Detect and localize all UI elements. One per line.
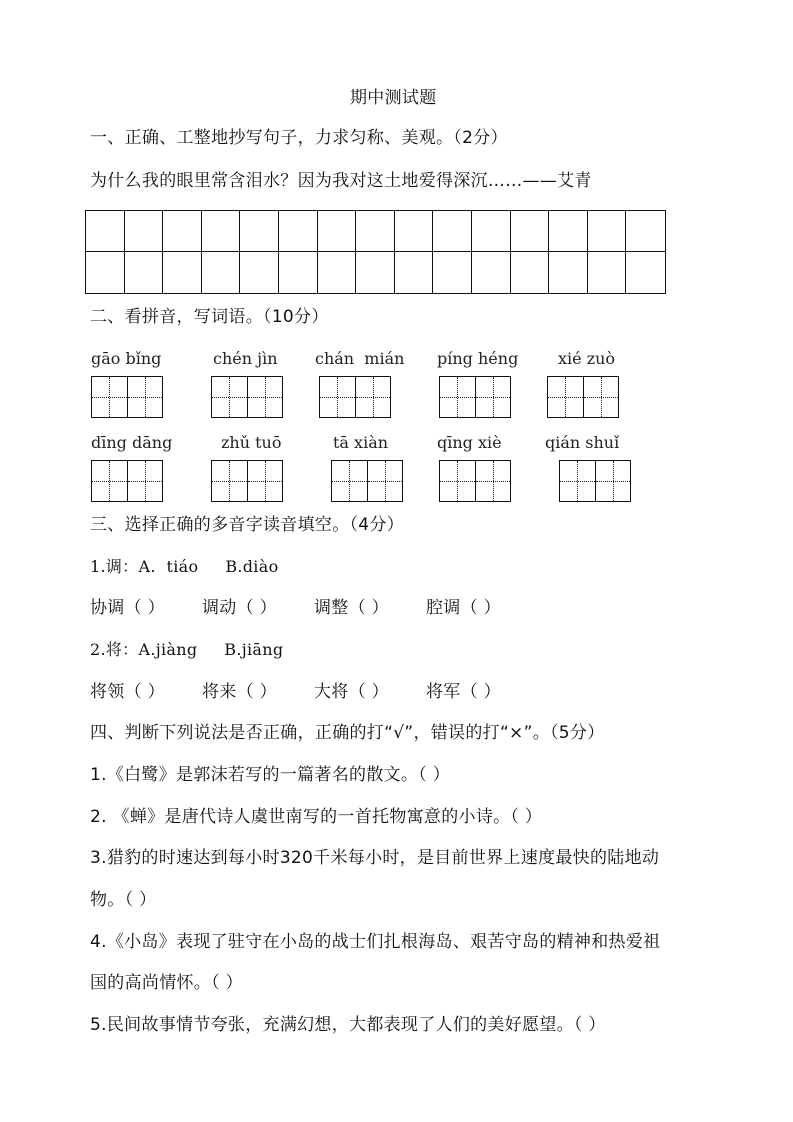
grid-cell[interactable]	[356, 252, 395, 293]
pinyin-label: xié zuò	[558, 349, 616, 368]
grid-cell[interactable]	[318, 211, 357, 252]
pinyin-label: qián shuǐ	[545, 433, 620, 452]
q1-word-blank[interactable]: 协调（ ）	[90, 598, 165, 618]
judgement-item: 3.猎豹的时速达到每小时320千米每小时，是目前世界上速度最快的陆地动	[90, 848, 660, 868]
section1-sentence: 为什么我的眼里常含泪水？因为我对这土地爱得深沉……——艾青	[90, 171, 592, 191]
judgement-item[interactable]: 5.民间故事情节夸张，充满幻想，大都表现了人们的美好愿望。（ ）	[90, 1015, 606, 1035]
grid-cell[interactable]	[86, 211, 125, 252]
grid-cell[interactable]	[472, 252, 511, 293]
grid-cell[interactable]	[549, 252, 588, 293]
judgement-item[interactable]: 2. 《蝉》是唐代诗人虞世南写的一首托物寓意的小诗。（ ）	[90, 807, 543, 827]
grid-cell[interactable]	[472, 211, 511, 252]
q2-word-blank[interactable]: 将来（ ）	[202, 682, 277, 702]
tianzige-box[interactable]	[331, 460, 403, 502]
grid-cell[interactable]	[240, 211, 279, 252]
pinyin-label: zhǔ tuō	[221, 433, 282, 452]
q2-word-blank[interactable]: 将军（ ）	[426, 682, 501, 702]
tianzige-box[interactable]	[319, 376, 391, 418]
grid-cell[interactable]	[356, 211, 395, 252]
pinyin-label: qīng xiè	[437, 433, 502, 452]
judgement-item-cont[interactable]: 物。（ ）	[90, 890, 157, 910]
q1-word-blank[interactable]: 腔调（ ）	[426, 598, 501, 618]
tianzige-box[interactable]	[547, 376, 619, 418]
pinyin-label: dīng dāng	[91, 433, 173, 452]
grid-cell[interactable]	[626, 211, 665, 252]
pinyin-label: chán mián	[315, 349, 405, 368]
grid-cell[interactable]	[125, 211, 164, 252]
tianzige-box[interactable]	[211, 376, 283, 418]
q1-label: 1.调：A. tiáo B.diào	[90, 557, 279, 576]
tianzige-box[interactable]	[439, 460, 511, 502]
grid-cell[interactable]	[549, 211, 588, 252]
q2-word-blank[interactable]: 大将（ ）	[314, 682, 389, 702]
grid-cell[interactable]	[240, 252, 279, 293]
grid-cell[interactable]	[626, 252, 665, 293]
section3-heading: 三、选择正确的多音字读音填空。（4分）	[90, 515, 405, 535]
grid-cell[interactable]	[588, 211, 627, 252]
grid-cell[interactable]	[588, 252, 627, 293]
grid-cell[interactable]	[395, 211, 434, 252]
grid-cell[interactable]	[202, 211, 241, 252]
grid-cell[interactable]	[202, 252, 241, 293]
grid-cell[interactable]	[163, 211, 202, 252]
q1-word-blank[interactable]: 调整（ ）	[314, 598, 389, 618]
tianzige-box[interactable]	[559, 460, 631, 502]
grid-cell[interactable]	[433, 211, 472, 252]
pinyin-label: píng héng	[437, 349, 519, 368]
copy-writing-grid[interactable]	[85, 210, 666, 294]
section4-heading: 四、判断下列说法是否正确，正确的打“√”，错误的打“×”。（5分）	[90, 723, 605, 743]
section1-heading: 一、正确、工整地抄写句子，力求匀称、美观。（2分）	[90, 128, 508, 148]
tianzige-box[interactable]	[91, 376, 163, 418]
grid-cell[interactable]	[511, 252, 550, 293]
grid-cell[interactable]	[86, 252, 125, 293]
pinyin-label: tā xiàn	[333, 433, 389, 452]
pinyin-label: gāo bǐng	[91, 349, 162, 368]
grid-cell[interactable]	[433, 252, 472, 293]
tianzige-box[interactable]	[211, 460, 283, 502]
grid-cell[interactable]	[125, 252, 164, 293]
pinyin-label: chén jìn	[213, 349, 278, 368]
judgement-item-cont[interactable]: 国的高尚情怀。（ ）	[90, 973, 243, 993]
grid-cell[interactable]	[279, 252, 318, 293]
grid-cell[interactable]	[395, 252, 434, 293]
grid-cell[interactable]	[318, 252, 357, 293]
judgement-item[interactable]: 1.《白鹭》是郭沫若写的一篇著名的散文。（ ）	[90, 765, 451, 785]
tianzige-box[interactable]	[439, 376, 511, 418]
tianzige-box[interactable]	[91, 460, 163, 502]
grid-cell[interactable]	[163, 252, 202, 293]
grid-cell[interactable]	[511, 211, 550, 252]
q2-word-blank[interactable]: 将领（ ）	[90, 682, 165, 702]
page-title: 期中测试题	[350, 88, 437, 108]
q1-word-blank[interactable]: 调动（ ）	[202, 598, 277, 618]
section2-heading: 二、看拼音，写词语。（10分）	[90, 307, 329, 327]
q2-label: 2.将：A.jiàng B.jiāng	[90, 640, 284, 659]
grid-cell[interactable]	[279, 211, 318, 252]
judgement-item: 4.《小岛》表现了驻守在小岛的战士们扎根海岛、艰苦守岛的精神和热爱祖	[90, 932, 661, 952]
